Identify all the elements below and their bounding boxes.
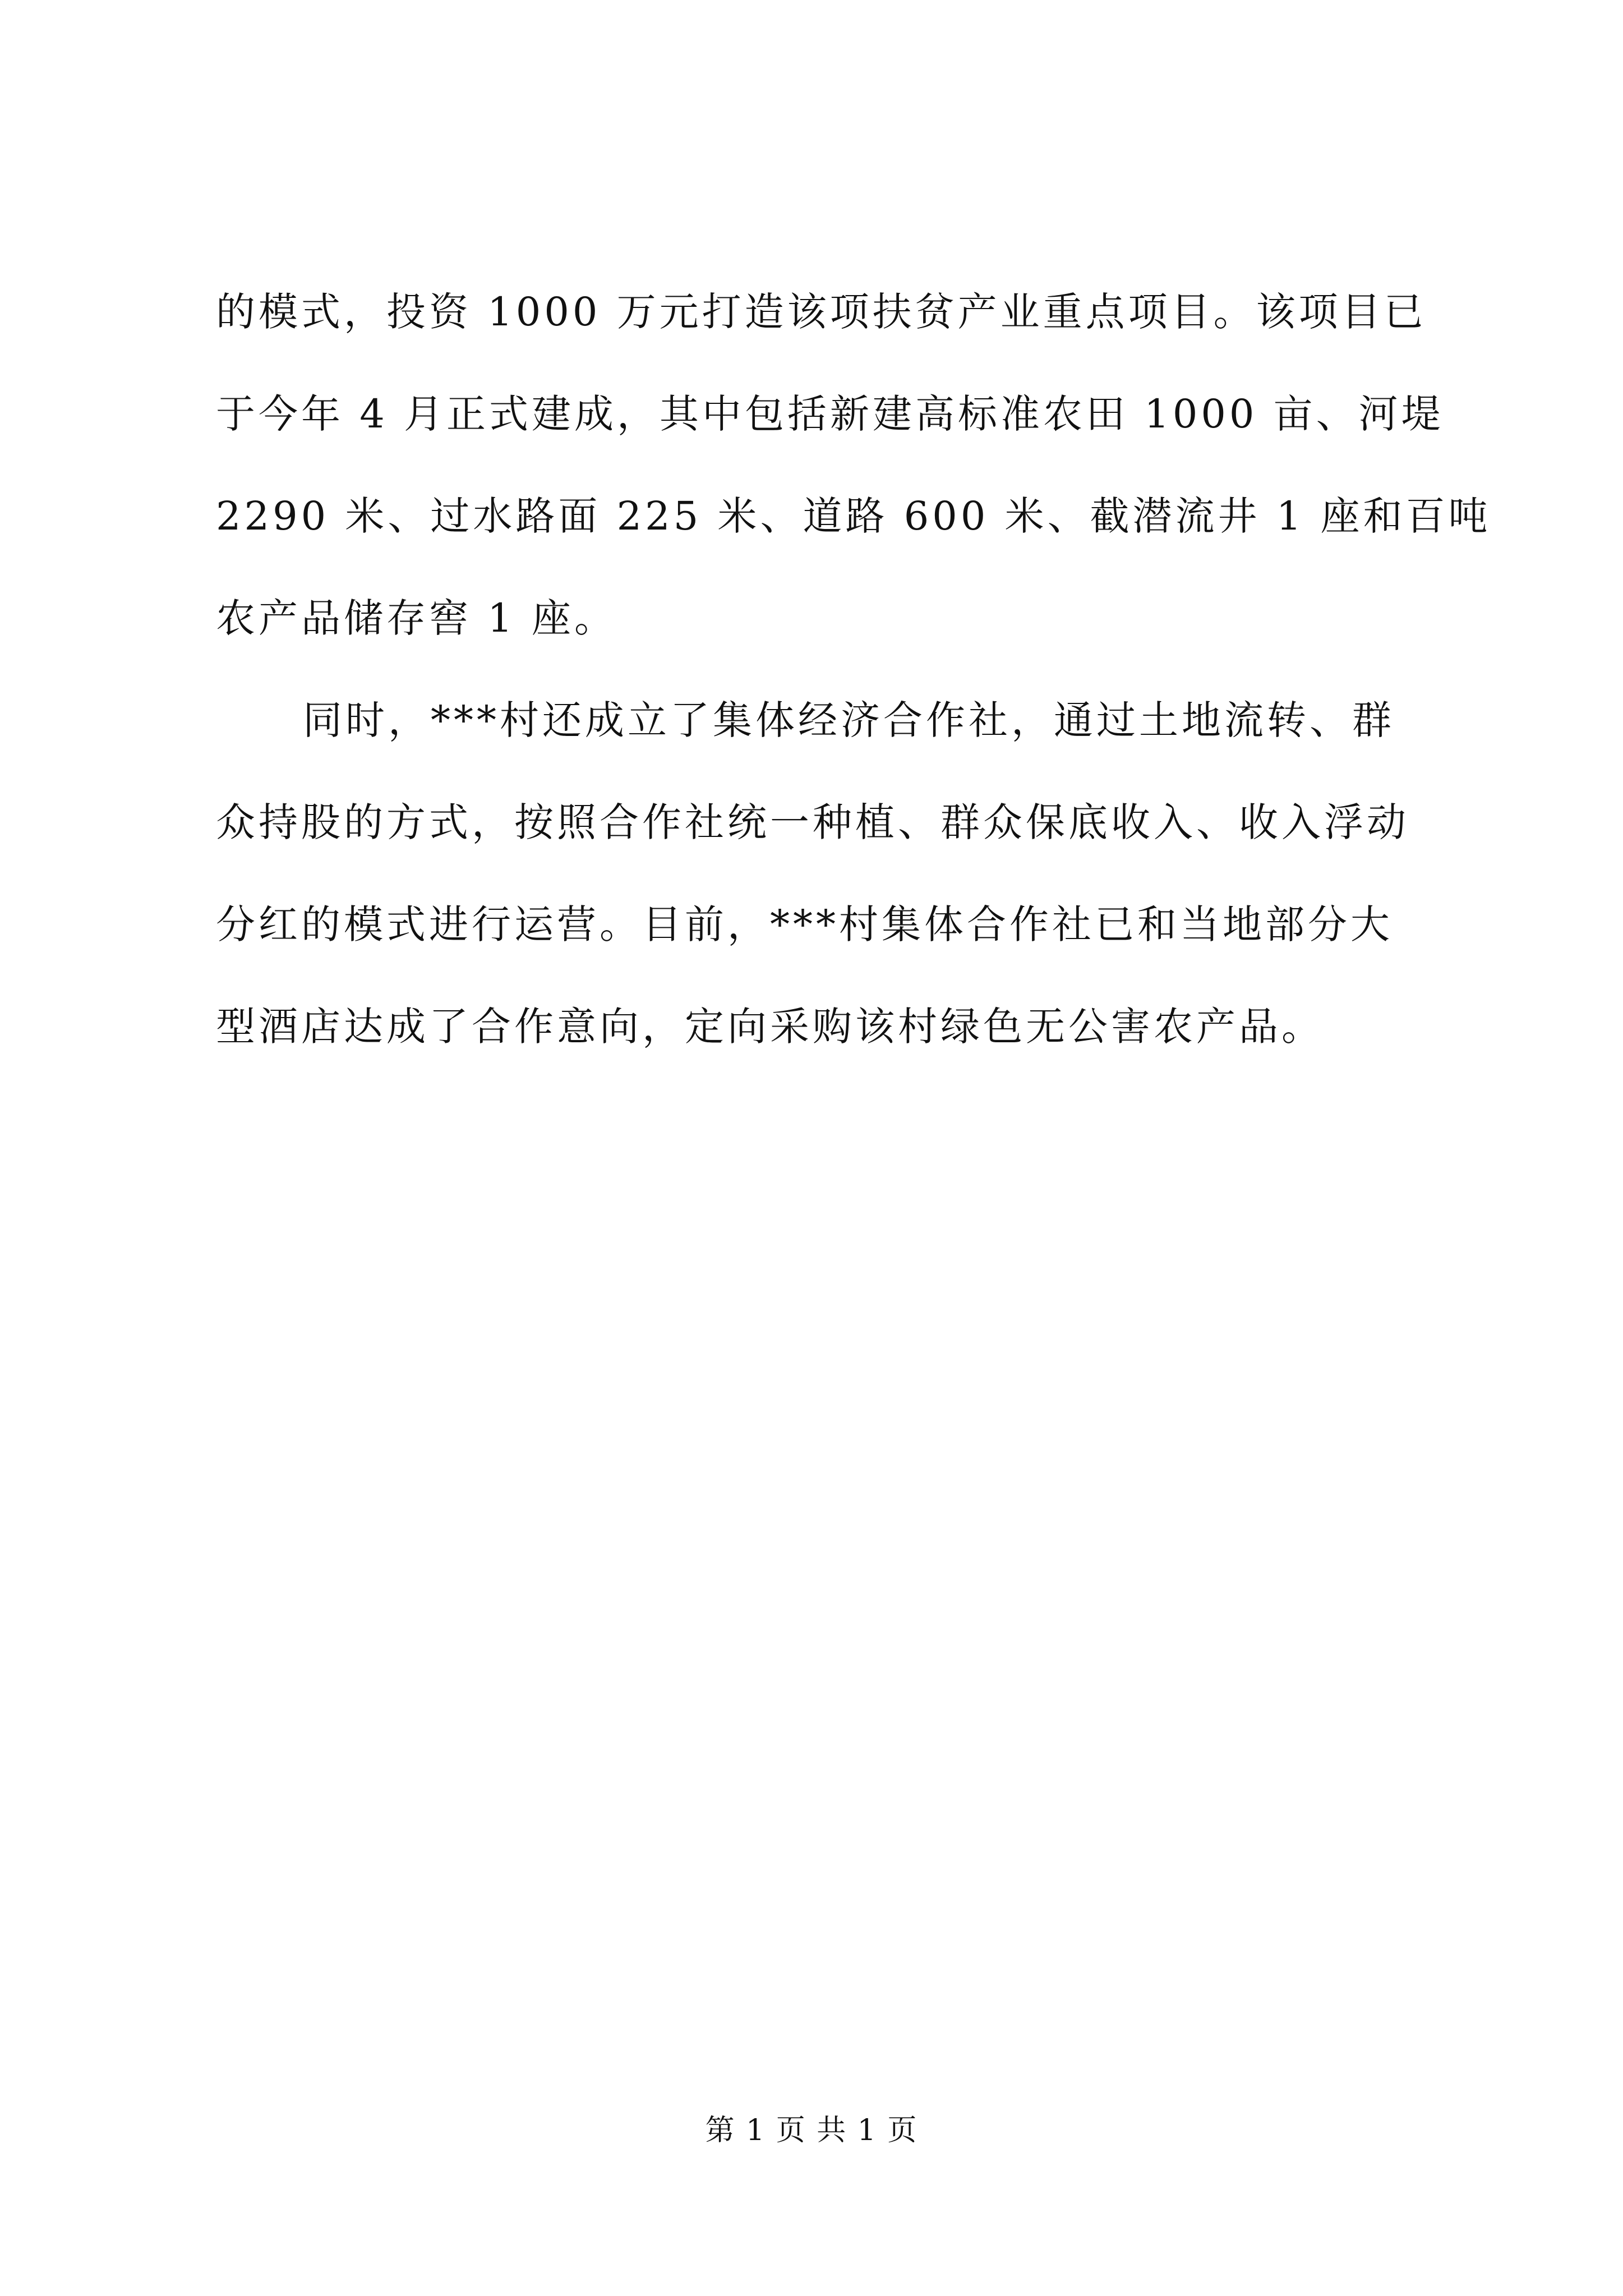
paragraph-2 (216, 669, 1422, 1078)
paragraph-1 (216, 261, 1491, 669)
paragraph-line: 众持股的方式，按照合作社统一种植、群众保底收入、收入浮动 (216, 799, 1409, 845)
paragraph-line: 分红的模式进行运营。目前，***村集体合作社已和当地部分大 (216, 901, 1393, 947)
paragraph-line: 型酒店达成了合作意向，定向采购该村绿色无公害农产品。 (216, 1004, 1324, 1050)
paragraph-line: 农产品储存窖 1 座。 (216, 595, 617, 641)
paragraph-line: 2290 米、过水路面 225 米、道路 600 米、截潜流井 1 座和百吨 (216, 493, 1491, 539)
document-body (216, 261, 1491, 1078)
paragraph-line: 同时，***村还成立了集体经济合作社，通过土地流转、群 (303, 697, 1395, 743)
paragraph-line: 于今年 4 月正式建成，其中包括新建高标准农田 1000 亩、河堤 (216, 391, 1444, 437)
paragraph-line: 的模式，投资 1000 万元打造该项扶贫产业重点项目。该项目已 (216, 289, 1427, 335)
page-number-footer: 第 1 页 共 1 页 (705, 2114, 918, 2147)
